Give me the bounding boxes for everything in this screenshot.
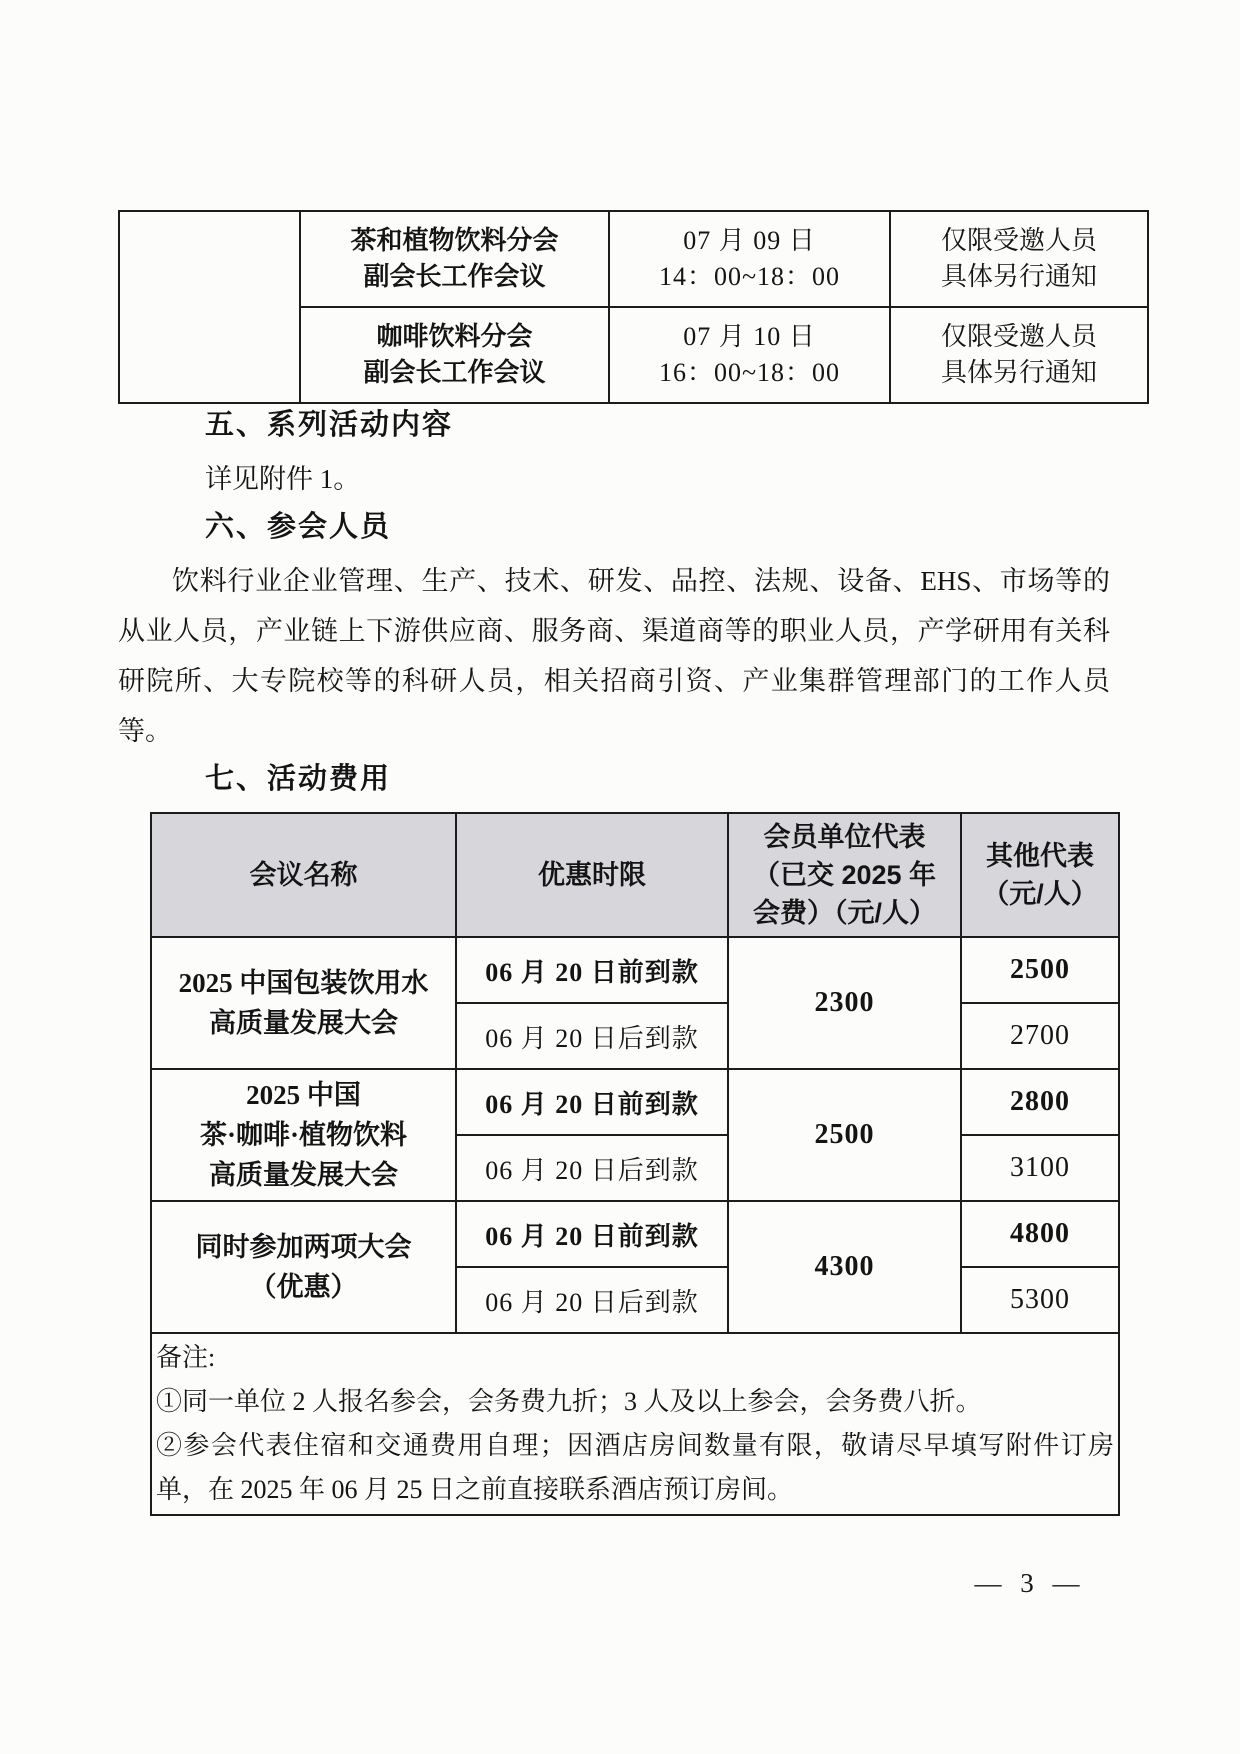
- fee-deadline-early: 06 月 20 日前到款: [456, 1069, 728, 1135]
- meeting-name-cell: [300, 307, 609, 403]
- fee-header-deadline: 优惠时限: [456, 813, 728, 937]
- fee-deadline-late: 06 月 20 日后到款: [456, 1267, 728, 1333]
- meeting-name-line: 副会长工作会议: [363, 358, 546, 387]
- section7-heading: 七、活动费用: [205, 763, 392, 795]
- fee-meeting-line: 2025 中国: [246, 1080, 361, 1110]
- section5-body: 详见附件 1。: [205, 464, 361, 494]
- fee-deadline-early: 06 月 20 日前到款: [456, 1201, 728, 1267]
- fee-header-other: [961, 813, 1119, 937]
- fee-other-price-early: 2500: [961, 937, 1119, 1003]
- fee-meeting-cell: [151, 937, 456, 1069]
- fee-note-item: ①同一单位 2 人报名参会，会务费九折；3 人及以上参会，会务费八折。: [156, 1387, 982, 1416]
- fee-meeting-line: 同时参加两项大会: [195, 1232, 412, 1262]
- fee-meeting-line: 茶·咖啡·植物饮料: [199, 1120, 407, 1150]
- fee-other-price-late: 3100: [961, 1135, 1119, 1201]
- fee-meeting-line: （优惠）: [249, 1272, 358, 1302]
- meeting-name-line: 茶和植物饮料分会: [350, 226, 559, 255]
- fee-other-price-late: 5300: [961, 1267, 1119, 1333]
- fee-member-price: 4300: [728, 1201, 961, 1333]
- pre-meeting-schedule-table: [118, 210, 1149, 404]
- table-row: [151, 1069, 1119, 1135]
- meeting-hours: 14：00~18：00: [658, 262, 841, 291]
- meeting-note-line: 仅限受邀人员: [940, 322, 1097, 351]
- fee-header-other-line: （元/人）: [982, 879, 1098, 909]
- meeting-note-line: 具体另行通知: [940, 358, 1097, 387]
- fee-other-price-late: 2700: [961, 1003, 1119, 1069]
- meeting-hours: 16：00~18：00: [658, 358, 841, 387]
- fee-header-member-line: （已交 2025 年: [752, 860, 937, 890]
- section6-heading: 六、参会人员: [205, 511, 392, 543]
- fee-meeting-cell: [151, 1201, 456, 1333]
- section6-paragraph: 饮料行业企业管理、生产、技术、研发、品控、法规、设备、EHS、市场等的从业人员，产业链上下游供应商、服务商、渠道商等的职业人员，产学研用有关科研院所、大专院校等的科研人员，相关招商引资、产业集群管理部门的工作人员等。: [118, 566, 1110, 746]
- meeting-note-cell: [890, 307, 1148, 403]
- table-row: [151, 1201, 1119, 1267]
- fee-meeting-cell: [151, 1069, 456, 1201]
- fee-meeting-line: 高质量发展大会: [209, 1008, 398, 1038]
- fee-header-member-line: 会费）（元/人）: [752, 898, 936, 928]
- meeting-note-cell: [890, 211, 1148, 307]
- fee-deadline-late: 06 月 20 日后到款: [456, 1003, 728, 1069]
- meeting-name-line: 副会长工作会议: [363, 262, 546, 291]
- table-row: [151, 1333, 1119, 1515]
- fee-notes-label: 备注:: [156, 1343, 216, 1372]
- fee-member-price: 2500: [728, 1069, 961, 1201]
- fee-header-other-line: 其他代表: [986, 841, 1094, 871]
- fee-table-header-row: [151, 813, 1119, 937]
- meeting-note-line: 仅限受邀人员: [940, 226, 1097, 255]
- fee-meeting-line: 高质量发展大会: [209, 1160, 398, 1190]
- fee-header-member: [728, 813, 961, 937]
- fee-header-member-line: 会员单位代表: [763, 822, 926, 852]
- meeting-date: 07 月 09 日: [683, 226, 816, 255]
- meeting-time-cell: [609, 307, 890, 403]
- table-row: [119, 211, 1148, 307]
- meeting-date: 07 月 10 日: [683, 322, 816, 351]
- meeting-name-line: 咖啡饮料分会: [376, 322, 533, 351]
- fee-deadline-early: 06 月 20 日前到款: [456, 937, 728, 1003]
- table-row: [151, 937, 1119, 1003]
- fee-table: [150, 812, 1120, 1516]
- section5-heading: 五、系列活动内容: [205, 409, 454, 441]
- fee-member-price: 2300: [728, 937, 961, 1069]
- fee-other-price-early: 4800: [961, 1201, 1119, 1267]
- fee-meeting-line: 2025 中国包装饮用水: [178, 968, 429, 998]
- meeting-name-cell: [300, 211, 609, 307]
- schedule-empty-cell: [119, 211, 300, 403]
- fee-header-meeting: 会议名称: [151, 813, 456, 937]
- fee-note-item: ②参会代表住宿和交通费用自理；因酒店房间数量有限，敬请尽早填写附件订房单，在 2025 年 06 月 25 日之前直接联系酒店预订房间。: [156, 1431, 1114, 1504]
- meeting-time-cell: [609, 211, 890, 307]
- fee-notes-cell: [151, 1333, 1119, 1515]
- fee-deadline-late: 06 月 20 日后到款: [456, 1135, 728, 1201]
- meeting-note-line: 具体另行通知: [940, 262, 1097, 291]
- fee-other-price-early: 2800: [961, 1069, 1119, 1135]
- page-number: — 3 —: [974, 1568, 1086, 1598]
